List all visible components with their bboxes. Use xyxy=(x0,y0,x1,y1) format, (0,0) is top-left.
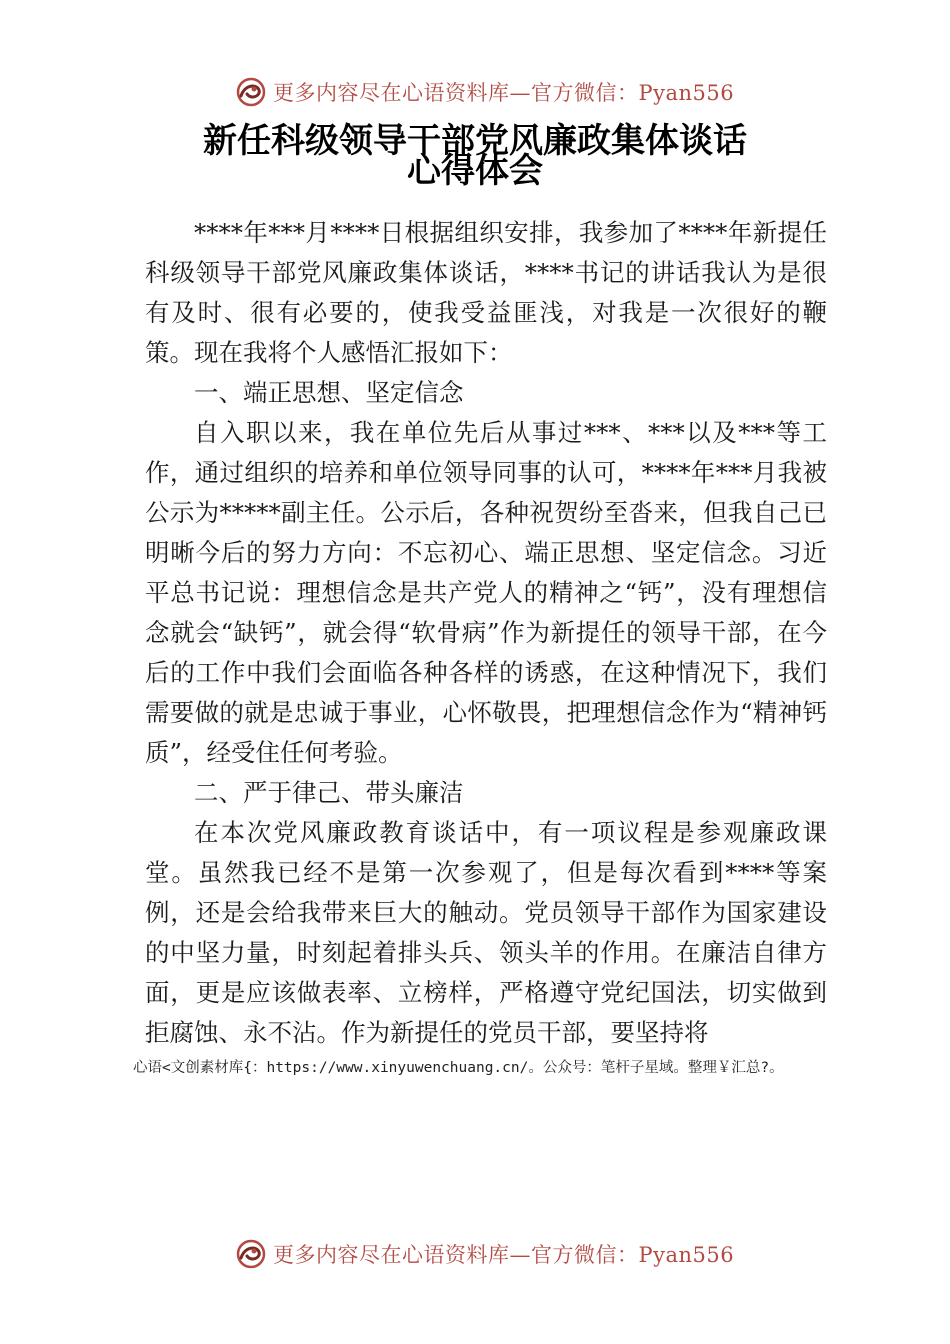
document-title-line2: 心得体会 xyxy=(407,151,543,191)
source-footnote: 心语<文创素材库{：https://www.xinyuwenchuang.cn/。公众号：笔杆子星域。整理￥汇总?。 xyxy=(133,1060,784,1076)
footer-banner xyxy=(235,1236,755,1272)
footer-banner-text: 更多内容尽在心语资料库—官方微信：Pyan556 xyxy=(273,1243,735,1267)
header-banner-text: 更多内容尽在心语资料库—官方微信：Pyan556 xyxy=(273,81,735,105)
swirl-logo-icon xyxy=(235,76,267,108)
header-banner xyxy=(235,74,755,110)
section-heading-2: 二、严于律己、带头廉洁 xyxy=(194,778,464,807)
body-paragraph-section2: 在本次党风廉政教育谈话中，有一项议程是参观廉政课堂。虽然我已经不是第一次参观了，但是每次看到****等案例，还是会给我带来巨大的触动。党员领导干部作为国家建设的中坚力量，时刻起着排头兵、领头羊的作用。在廉洁自律方面，更是应该做表率、立榜样，严格遵守党纪国法，切实做到拒腐蚀、永不沾。作为新提任的党员干部，要坚持将 xyxy=(145,818,827,1047)
section-heading-1: 一、端正思想、坚定信念 xyxy=(194,378,464,407)
document-body xyxy=(145,213,827,1053)
document-title-line1: 新任科级领导干部党风廉政集体谈话 xyxy=(203,121,747,161)
body-paragraph-intro: ****年***月****日根据组织安排，我参加了****年新提任科级领导干部党风廉政集体谈话，****书记的讲话我认为是很有及时、很有必要的，使我受益匪浅，对我是一次很好的鞭策。现在我将个人感悟汇报如下： xyxy=(145,218,827,367)
swirl-logo-icon xyxy=(235,1238,267,1270)
body-paragraph-section1: 自入职以来，我在单位先后从事过***、***以及***等工作，通过组织的培养和单位领导同事的认可，****年***月我被公示为*****副主任。公示后，各种祝贺纷至沓来，但我自己已明晰今后的努力方向：不忘初心、端正思想、坚定信念。习近平总书记说：理想信念是共产党人的精神之“钙”，没有理想信念就会“缺钙”，就会得“软骨病”作为新提任的领导干部，在今后的工作中我们会面临各种各样的诱惑，在这种情况下，我们需要做的就是忠诚于事业，心怀敬畏，把理想信念作为“精神钙质”，经受住任何考验。 xyxy=(145,418,827,767)
